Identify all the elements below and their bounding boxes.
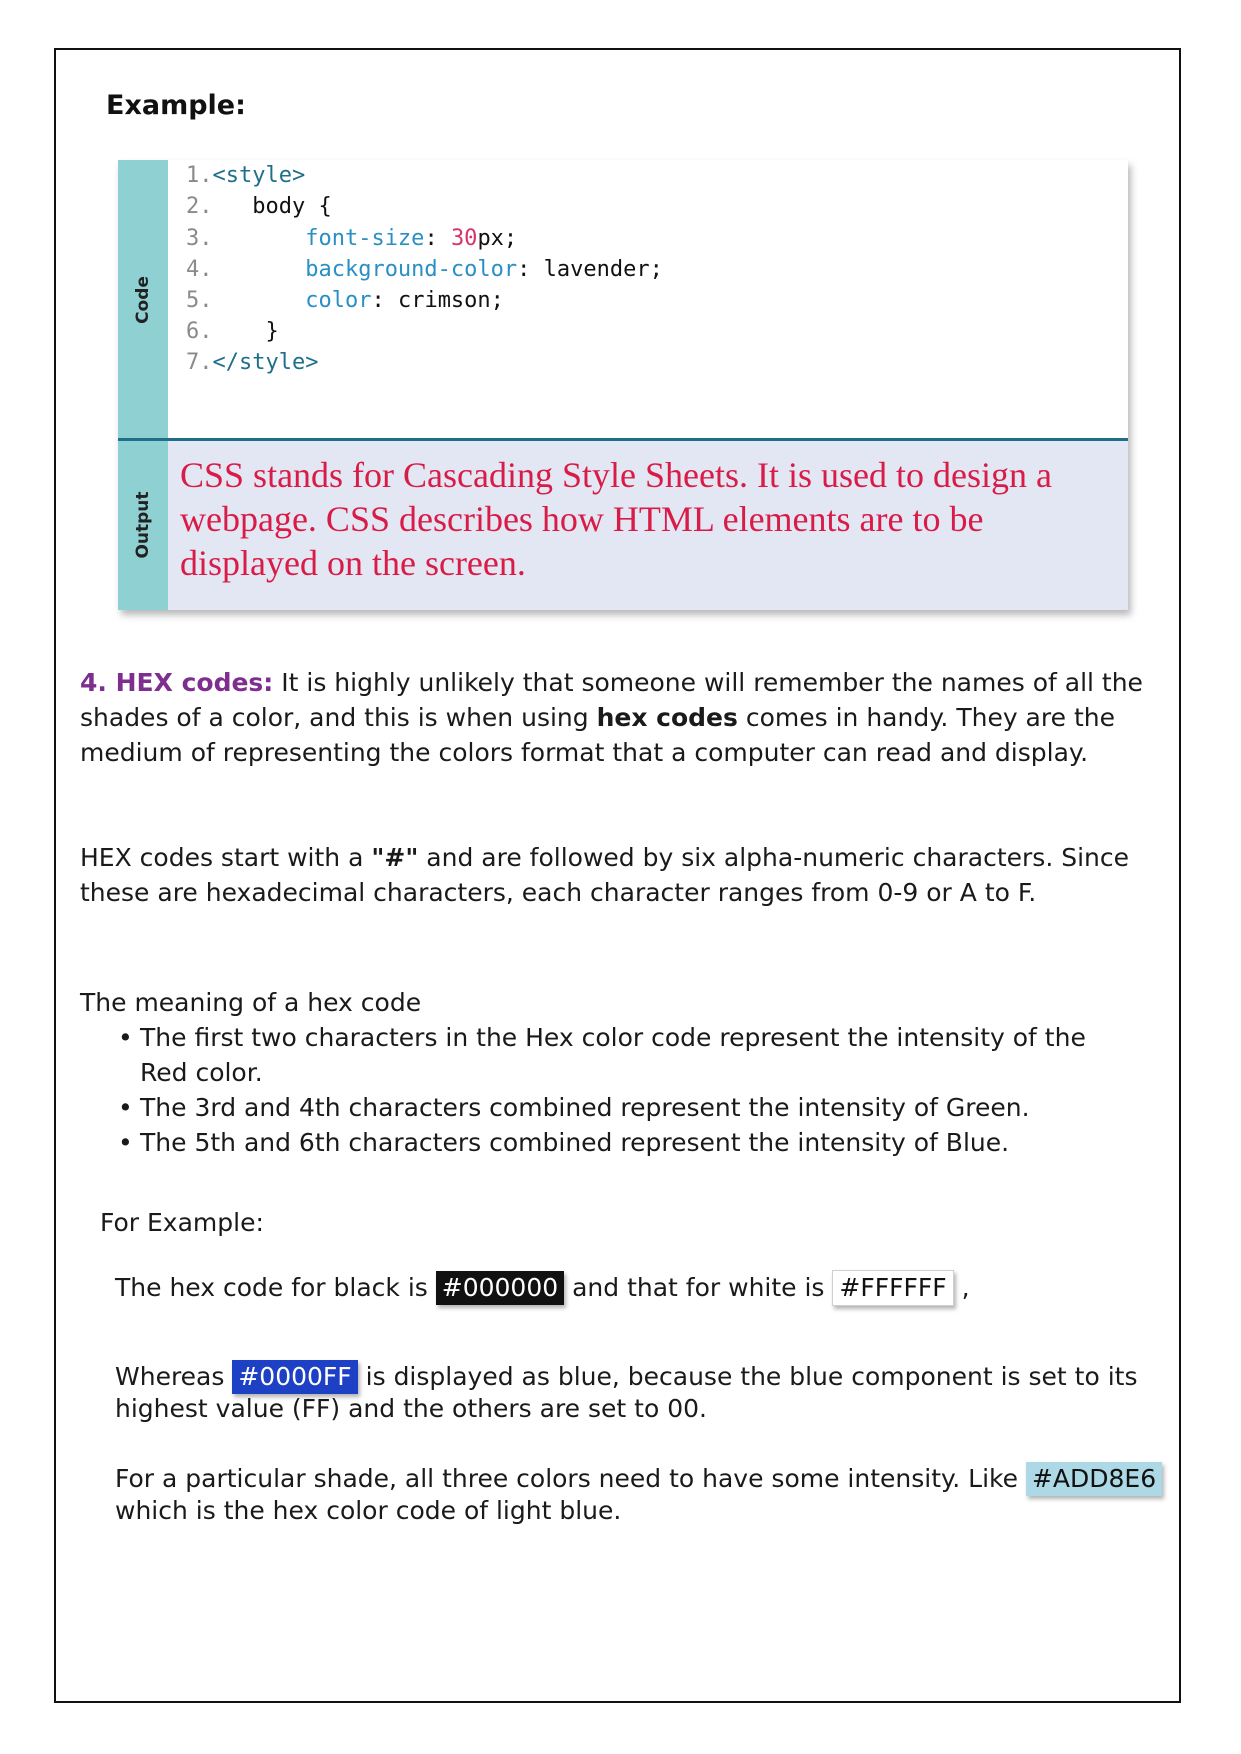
light-blue-code-chip: #ADD8E6 [1026, 1462, 1162, 1496]
line-number: 4. [186, 257, 213, 282]
black-white-line [115, 1270, 1165, 1306]
for-example-heading: For Example: [100, 1208, 264, 1237]
hex-intro-paragraph [80, 665, 1160, 770]
css-property: font-size [305, 226, 425, 251]
code-area [168, 160, 1128, 440]
css-number: 30 [450, 226, 478, 251]
code-line-6 [186, 319, 279, 344]
hex-format-paragraph [80, 840, 1160, 910]
example-heading: Example: [106, 90, 246, 121]
style-close-tag: </style> [212, 350, 319, 375]
hex-format-text-end: and are followed by six alpha-numeric characters. Since these are hexadecimal characters, each character ranges from 0-9 or A to F. [80, 843, 1129, 907]
line-number: 1. [186, 163, 213, 188]
hex-section-title: 4. HEX codes: [80, 668, 274, 697]
code-line-2 [186, 194, 332, 219]
black-white-text-mid: and that for white is [564, 1273, 833, 1302]
colon: : [371, 288, 398, 313]
black-code-chip: #000000 [436, 1271, 564, 1305]
code-line-1 [186, 163, 305, 188]
line-number: 2. [186, 194, 213, 219]
hex-intro-text-end: comes in handy. They are the medium of representing the colors format that a computer can read and display. [80, 703, 1115, 767]
light-blue-line [115, 1462, 1165, 1526]
line-number: 3. [186, 226, 213, 251]
list-item: • The 3rd and 4th characters combined represent the intensity of Green. [118, 1090, 1128, 1125]
code-line-5 [186, 288, 504, 313]
style-open-tag: <style> [212, 163, 306, 188]
blue-line [115, 1360, 1165, 1424]
code-example-box [118, 160, 1128, 610]
body-selector: body { [252, 194, 332, 219]
closing-brace: } [265, 319, 279, 344]
code-tab [118, 160, 168, 440]
code-line-4 [186, 257, 663, 282]
list-item: • The first two characters in the Hex color code represent the intensity of the Red color. [118, 1020, 1128, 1090]
blue-code-chip: #0000FF [232, 1360, 357, 1394]
colon: : [424, 226, 451, 251]
colon: : [517, 257, 544, 282]
hex-codes-bold: hex codes [596, 703, 738, 732]
line-number: 6. [186, 319, 213, 344]
output-tab-label: Output [133, 491, 153, 559]
hex-format-text: HEX codes start with a [80, 843, 372, 872]
hash-symbol-bold: "#" [371, 843, 419, 872]
hex-intro-text: It is highly unlikely that someone will remember the names of all the shades of a color, and this is when using [80, 668, 1143, 732]
css-value: px; [477, 226, 518, 251]
blue-text-end: is displayed as blue, because the blue component is set to its highest value (FF) and the others are set to 00. [115, 1362, 1138, 1423]
output-area [168, 441, 1128, 610]
line-number: 5. [186, 288, 213, 313]
code-line-7 [186, 350, 318, 375]
css-property: background-color [305, 257, 518, 282]
black-white-text: The hex code for black is [115, 1273, 436, 1302]
output-tab [118, 441, 168, 610]
black-white-text-end: , [953, 1273, 970, 1302]
line-number: 7. [186, 350, 213, 375]
light-blue-text: For a particular shade, all three colors need to have some intensity. Like [115, 1464, 1026, 1493]
code-tab-label: Code [133, 276, 153, 324]
white-code-chip: #FFFFFF [832, 1270, 953, 1306]
css-value: crimson; [397, 288, 504, 313]
output-text: CSS stands for Cascading Style Sheets. It is used to design a webpage. CSS describes how HTML elements are to be displayed on the screen. [180, 455, 1052, 583]
list-item: • The 5th and 6th characters combined represent the intensity of Blue. [118, 1125, 1128, 1160]
meaning-list [118, 1020, 1128, 1160]
css-value: lavender; [543, 257, 663, 282]
light-blue-text-end: which is the hex color code of light blue. [115, 1496, 622, 1525]
blue-text: Whereas [115, 1362, 233, 1391]
code-line-3 [186, 226, 517, 251]
meaning-heading: The meaning of a hex code [80, 988, 422, 1017]
css-property: color [305, 288, 372, 313]
